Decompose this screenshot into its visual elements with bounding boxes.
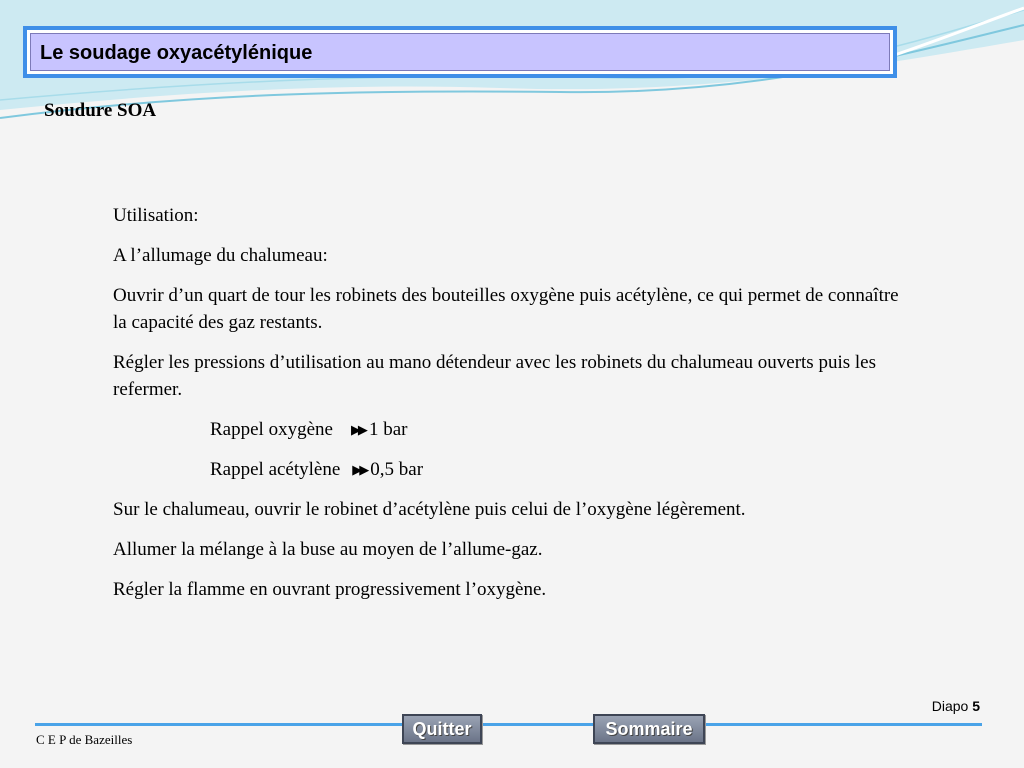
slide-title-box [23, 26, 897, 78]
slide-content [113, 202, 903, 616]
content-step-4: Allumer la mélange à la buse au moyen de l’allume-gaz. [113, 539, 543, 560]
slide-title-inner [30, 33, 890, 71]
organization-label: C E P de Bazeilles [36, 732, 133, 747]
content-step-2: Régler les pressions d’utilisation au mano détendeur avec les robinets du chalumeau ouverts puis les refermer. [113, 352, 876, 400]
background-decoration [0, 0, 1024, 160]
content-step-5: Régler la flamme en ouvrant progressivement l’oxygène. [113, 579, 547, 600]
slide-counter [932, 698, 980, 714]
quit-button[interactable]: Quitter [402, 714, 482, 744]
slide-counter-number: 5 [972, 698, 980, 714]
footer-divider [35, 723, 982, 726]
content-step-1: Ouvrir d’un quart de tour les robinets des bouteilles oxygène puis acétylène, ce qui permet de connaître la capacité des gaz restants. [113, 285, 899, 333]
reminder-oxygen [113, 416, 903, 443]
slide-title: Le soudage oxyacétylénique [40, 42, 313, 64]
summary-button[interactable]: Sommaire [593, 714, 705, 744]
content-heading: Utilisation: [113, 205, 199, 226]
content-intro: A l’allumage du chalumeau: [113, 245, 328, 266]
reminder-oxygen-label: Rappel oxygène [210, 419, 333, 440]
reminder-acetylene-value: 0,5 bar [370, 459, 424, 480]
slide-subtitle: Soudure SOA [44, 100, 157, 121]
reminder-acetylene [113, 456, 903, 483]
slide-counter-label: Diapo [931, 698, 969, 714]
double-arrow-right-icon: ▶▶ [350, 422, 365, 437]
reminder-oxygen-value: 1 bar [368, 419, 408, 440]
double-arrow-right-icon: ▶▶ [352, 462, 367, 477]
content-step-3: Sur le chalumeau, ouvrir le robinet d’acétylène puis celui de l’oxygène légèrement. [113, 499, 746, 520]
reminder-acetylene-label: Rappel acétylène [210, 459, 341, 480]
